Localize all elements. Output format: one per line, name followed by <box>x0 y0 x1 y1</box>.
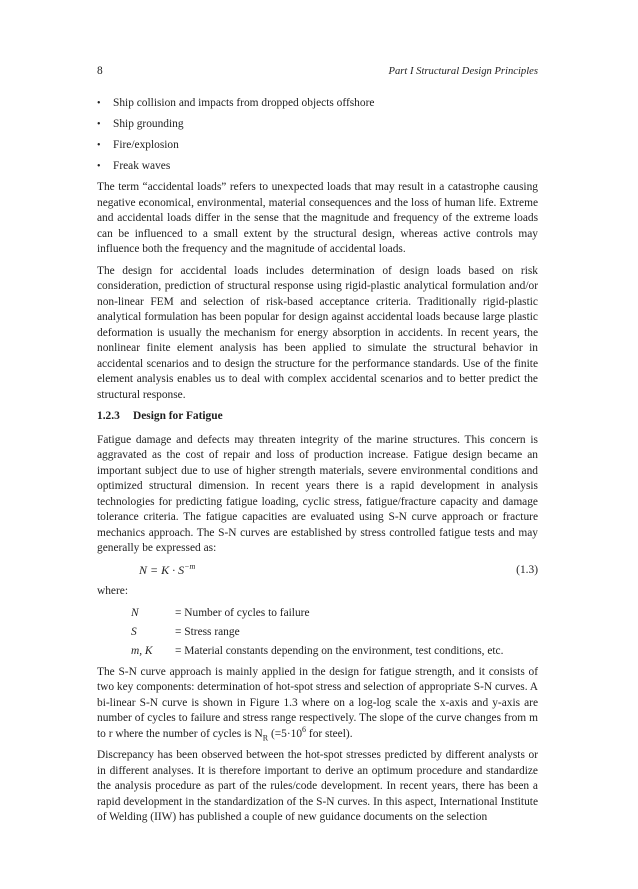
paragraph-discrepancy: Discrepancy has been observed between the hot-spot stresses predicted by different analysts or in different analyses. It is therefore important to derive an optimum procedure and standardize the analysis procedure as part of the rules/code development. In recent years, there has been a rapid development in the standardization of the S-N curves. In this aspect, International Institute of Welding (IIW) has published a couple of new guidance documents on the selection <box>97 749 538 824</box>
equation-number: (1.3) <box>516 563 538 576</box>
list-item: • Ship collision and impacts from dropped objects offshore <box>97 96 538 112</box>
list-item: • Fire/explosion <box>97 138 538 154</box>
section-heading <box>97 409 538 425</box>
equation-1-3 <box>97 563 538 579</box>
definition-symbol: N <box>131 606 139 619</box>
paragraph-fatigue-intro: Fatigue damage and defects may threaten integrity of the marine structures. This concern is aggravated as the cost of repair and loss of production increase. Fatigue design became an important subject due to use of higher strength materials, severe environmental conditions and optimized structural dimension. In recent years there is a rapid development in analysis technologies for predicting fatigue loading, cyclic stress, fatigue/fracture capacity and damage tolerance criteria. The fatigue capacities are evaluated using S-N curve approach or fracture mechanics approach. The S-N curves are established by stress controlled fatigue tests and may generally be expressed as: <box>97 433 538 555</box>
bullet-icon: • <box>97 98 101 109</box>
definition-symbol: m, K <box>131 644 153 657</box>
paragraph-sn-approach: The S-N curve approach is mainly applied in the design for fatigue strength, and it consists of two key components: determination of hot-spot stress and selection of appropriate S-N curves. A bi-linear S-N curve is shown in Figure 1.3 where on a log-log scale the x-axis and y-axis are number of cycles to failure and stress range respectively. The slope of the curve changes from m to r where the number of cycles is $N_R$ ($=5\cdot 10^6$ for steel). <box>97 665 538 742</box>
equation-formula: $N = K \cdot S^{-m}$ <box>139 561 196 577</box>
definition-description: = Stress range <box>175 625 240 638</box>
list-item: • Freak waves <box>97 159 538 175</box>
bullet-icon: • <box>97 139 101 151</box>
definition-description: = Material constants depending on the environment, test conditions, etc. <box>175 644 504 657</box>
list-item: • Ship grounding <box>97 117 538 133</box>
section-number: 1.2.3 <box>97 410 120 423</box>
bullet-icon: • <box>97 118 101 130</box>
definitions-list <box>97 604 538 661</box>
definition-description: = Number of cycles to failure <box>175 606 310 619</box>
page-header <box>97 64 538 80</box>
where-label: where: <box>97 585 128 598</box>
paragraph-accidental-loads: The term “accidental loads” refers to unexpected loads that may result in a catastrophe causing negative economical, environmental, material consequences and the loss of human life. Extreme and accidental loads differ in the sense that the magnitude and frequency of the extreme loads can be influenced to a small extent by the structural design, whereas active controls may influence both the frequency and the magnitude of accidental loads. <box>97 181 538 256</box>
equation-exponent: −m <box>184 561 196 571</box>
section-title: Design for Fatigue <box>133 410 223 423</box>
definition-row <box>97 642 538 661</box>
running-title: Part I Structural Design Principles <box>388 66 538 77</box>
definition-symbol: S <box>131 625 137 638</box>
paragraph-design-accidental: The design for accidental loads includes determination of design loads based on risk consideration, prediction of structural response using rigid-plastic analytical formulation and/or non-linear FEM and selection of risk-based acceptance criteria. Traditionally rigid-plastic analytical formulation has been popular for design against accidental loads because large plastic deformation is usually the mechanism for energy absorption in accidents. In recent years, the nonlinear finite element analysis has been applied to simulate the structural behavior in accidental scenarios and to design the structure for the performance standards. Use of the finite element analysis enables us to deal with complex accidental scenarios and to better predict the structural response. <box>97 264 538 401</box>
bullet-icon: • <box>97 160 101 172</box>
hazard-list <box>97 96 538 174</box>
page-number: 8 <box>97 65 103 77</box>
definition-row <box>97 623 538 642</box>
definition-row <box>97 604 538 623</box>
